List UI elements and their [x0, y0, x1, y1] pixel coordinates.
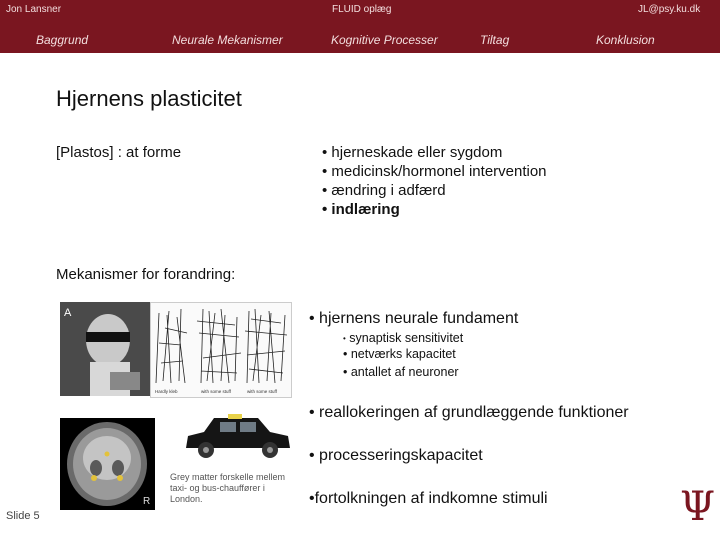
nav-konklusion[interactable]: Konklusion [596, 33, 655, 47]
taxi-image [178, 410, 296, 464]
mechanism-subitem: • antallet af neuroner [343, 365, 459, 379]
nav-neurale-mekanismer[interactable]: Neurale Mekanismer [172, 33, 283, 47]
neuron-drawings-illustration [151, 303, 291, 397]
mri-scan [60, 418, 155, 510]
blindfold-photo-illustration [60, 302, 150, 396]
mri-illustration [60, 418, 155, 510]
cause-item: • medicinsk/hormonel intervention [322, 163, 547, 180]
event-label: FLUID oplæg [332, 4, 392, 15]
mechanism-item: •fortolkningen af indkomne stimuli [309, 490, 548, 507]
mechanism-item: • processeringskapacitet [309, 447, 483, 464]
psi-logo: Ψ [680, 484, 716, 530]
mechanism-subitem: • netværks kapacitet [343, 347, 456, 361]
taxi-caption: Grey matter forskelle mellem taxi- og bus-chauffører i London. [170, 472, 286, 504]
mechanisms-heading: Mekanismer for forandring: [56, 266, 236, 283]
taxi-illustration [178, 410, 296, 464]
cause-item: • indlæring [322, 201, 400, 218]
email-label: JL@psy.ku.dk [638, 4, 701, 15]
header-bar [0, 0, 720, 53]
definition-text: [Plastos] : at forme [56, 144, 182, 161]
slide-number: Slide 5 [6, 510, 40, 522]
neuron-caption: Hardly kleb [155, 389, 178, 394]
neuron-caption: with some stuff [201, 389, 231, 394]
slide-title: Hjernens plasticitet [56, 86, 242, 111]
mechanism-item: • hjernens neurale fundament [309, 310, 519, 327]
nav-kognitive-processer[interactable]: Kognitive Processer [331, 33, 438, 47]
author-label: Jon Lansner [6, 4, 62, 15]
neuron-caption: with some stuff [247, 389, 277, 394]
nav-baggrund[interactable]: Baggrund [36, 33, 89, 47]
panel-letter: A [64, 307, 72, 319]
mri-letter: R [143, 496, 151, 507]
mechanism-item: • reallokeringen af grundlæggende funktioner [309, 404, 629, 421]
nav-tiltag[interactable]: Tiltag [480, 33, 510, 47]
neuron-drawings [150, 302, 292, 398]
cause-item: • hjerneskade eller sygdom [322, 144, 503, 161]
mechanism-subitem-label: synaptisk sensitivitet [349, 331, 464, 345]
cause-item: • ændring i adfærd [322, 182, 446, 199]
mechanism-subitem: • synaptisk sensitivitet [343, 331, 464, 345]
blindfold-photo [60, 302, 150, 396]
